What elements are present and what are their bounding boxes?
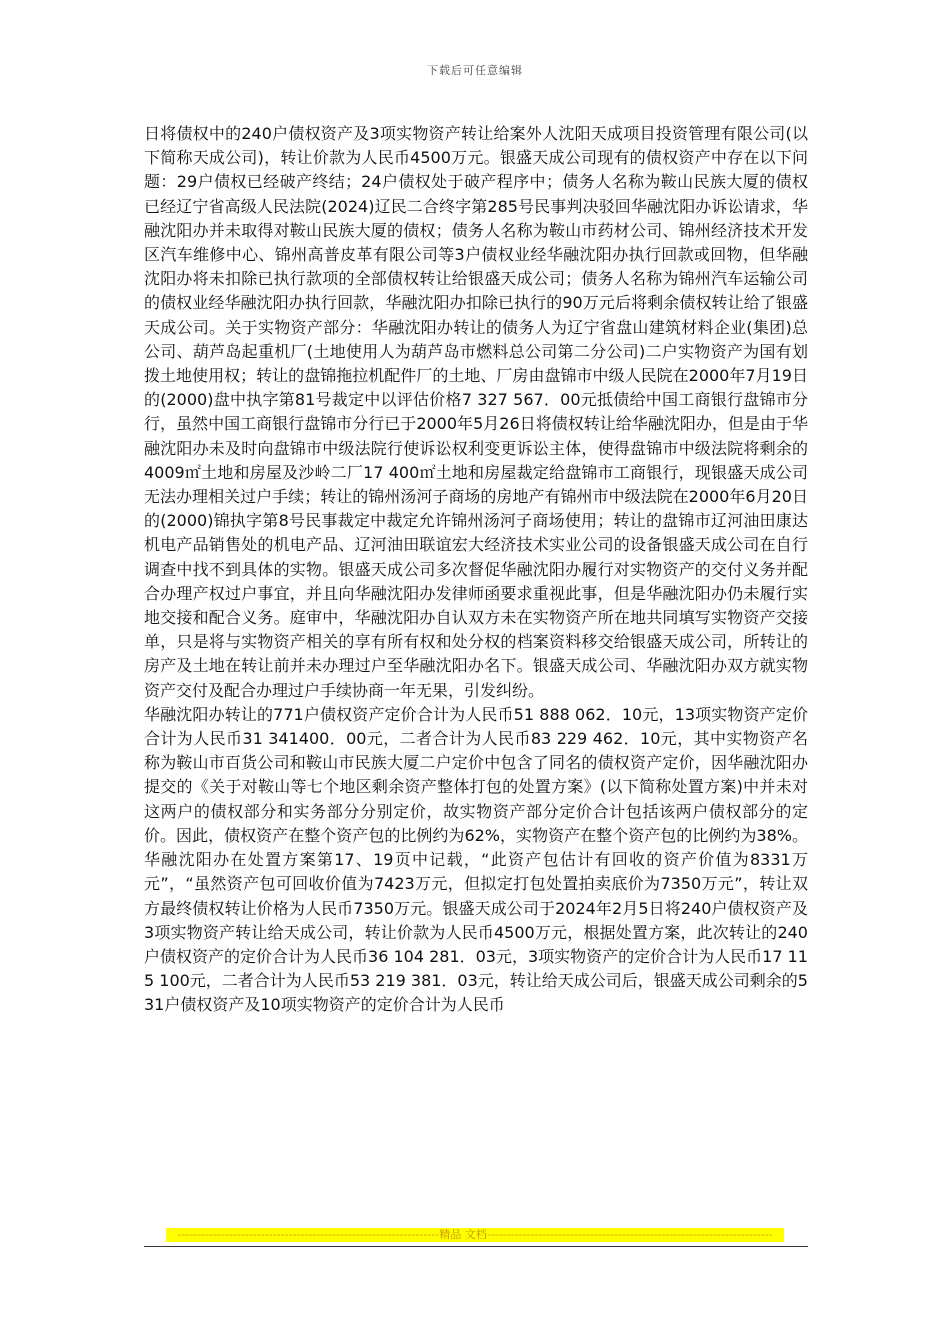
footer-divider (144, 1246, 808, 1247)
footer-left-dashes: ------------------------------------------------------------------ (177, 1228, 440, 1241)
document-body (144, 122, 808, 1018)
page-header: 下载后可任意编辑 (427, 64, 523, 77)
paragraph: 华融沈阳办转让的771户债权资产定价合计为人民币51 888 062．10元，13项实物资产定价合计为人民币31 341400．00元，二者合计为人民币83 229 462．10元，其中实物资产名称为鞍山市百货公司和鞍山市民族大厦二户定价中包含了同名的债权资产定价，因华融沈阳办提交的《关于对鞍山等七个地区剩余资产整体打包的处置方案》(以下简称处置方案)中并未对这两户的债权部分和实务部分分别定价，故实物资产部分定价合计包括该两户债权部分的定价。因此，债权资产在整个资产包的比例约为62%，实物资产在整个资产包的比例约为38%。华融沈阳办在处置方案第17、19页中记载，“此资产包估计有回收的资产价值为8331万元”，“虽然资产包可回收价值为7423万元，但拟定打包处置拍卖底价为7350万元”，转让双方最终债权转让价格为人民币7350万元。银盛天成公司于2024年2月5日将240户债权资产及3项实物资产转让给天成公司，转让价款为人民币4500万元，根据处置方案，此次转让的240户债权资产的定价合计为人民币36 104 281．03元，3项实物资产的定价合计为人民币17 115 100元，二者合计为人民币53 219 381．03元，转让给天成公司后，银盛天成公司剩余的531户债权资产及10项实物资产的定价合计为人民币 (144, 704, 808, 1015)
paragraph: 日将债权中的240户债权资产及3项实物资产转让给案外人沈阳天成项目投资管理有限公司(以下简称天成公司)，转让价款为人民币4500万元。银盛天成公司现有的债权资产中存在以下问题：29户债权已经破产终结；24户债权处于破产程序中；债务人名称为鞍山民族大厦的债权已经辽宁省高级人民法院(2024)辽民二合终字第285号民事判决驳回华融沈阳办诉讼请求，华融沈阳办并未取得对鞍山民族大厦的债权；债务人名称为鞍山市药材公司、锦州经济技术开发区汽车维修中心、锦州高普皮革有限公司等3户债权业经华融沈阳办执行回款或回物，但华融沈阳办将未扣除已执行款项的全部债权转让给银盛天成公司；债务人名称为锦州汽车运输公司的债权业经华融沈阳办执行回款，华融沈阳办扣除已执行的90万元后将剩余债权转让给了银盛天成公司。关于实物资产部分：华融沈阳办转让的债务人为辽宁省盘山建筑材料企业(集团)总公司、葫芦岛起重机厂(土地使用人为葫芦岛市燃料总公司第二分公司)二户实物资产为国有划拨土地使用权；转让的盘锦拖拉机配件厂的土地、厂房由盘锦市中级人民院在2000年7月19日的(2000)盘中执字第81号裁定中以评估价格7 327 567．00元抵债给中国工商银行盘锦市分行，虽然中国工商银行盘锦市分行已于2000年5月26日将债权转让给华融沈阳办，但是由于华融沈阳办未及时向盘锦市中级法院行使诉讼权利变更诉讼主体，使得盘锦市中级法院将剩余的4009㎡土地和房屋及沙岭二厂17 400㎡土地和房屋裁定给盘锦市工商银行，现银盛天成公司无法办理相关过户手续；转让的锦州汤河子商场的房地产有锦州市中级法院在2000年6月20日的(2000)锦执字第8号民事裁定中裁定允许锦州汤河子商场使用；转让的盘锦市辽河油田康达机电产品销售处的机电产品、辽河油田联谊宏大经济技术实业公司的设备银盛天成公司在自行调查中找不到具体的实物。银盛天成公司多次督促华融沈阳办履行对实物资产的交付义务并配合办理产权过户事宜，并且向华融沈阳办发律师函要求重视此事，但是华融沈阳办仍未履行实地交接和配合义务。庭审中，华融沈阳办自认双方未在实物资产所在地共同填写实物资产交接单，只是将与实物资产相关的享有所有权和处分权的档案资料移交给银盛天成公司，所转让的房产及土地在转让前并未办理过户至华融沈阳办名下。银盛天成公司、华融沈阳办双方就实物资产交付及配合办理过户手续协商一年无果，引发纠纷。 (144, 124, 808, 700)
footer-label: 精品 文档 (439, 1228, 487, 1241)
footer-right-dashes: ------------------------------------------------------------------------ (486, 1228, 773, 1241)
footer-banner (166, 1228, 784, 1242)
